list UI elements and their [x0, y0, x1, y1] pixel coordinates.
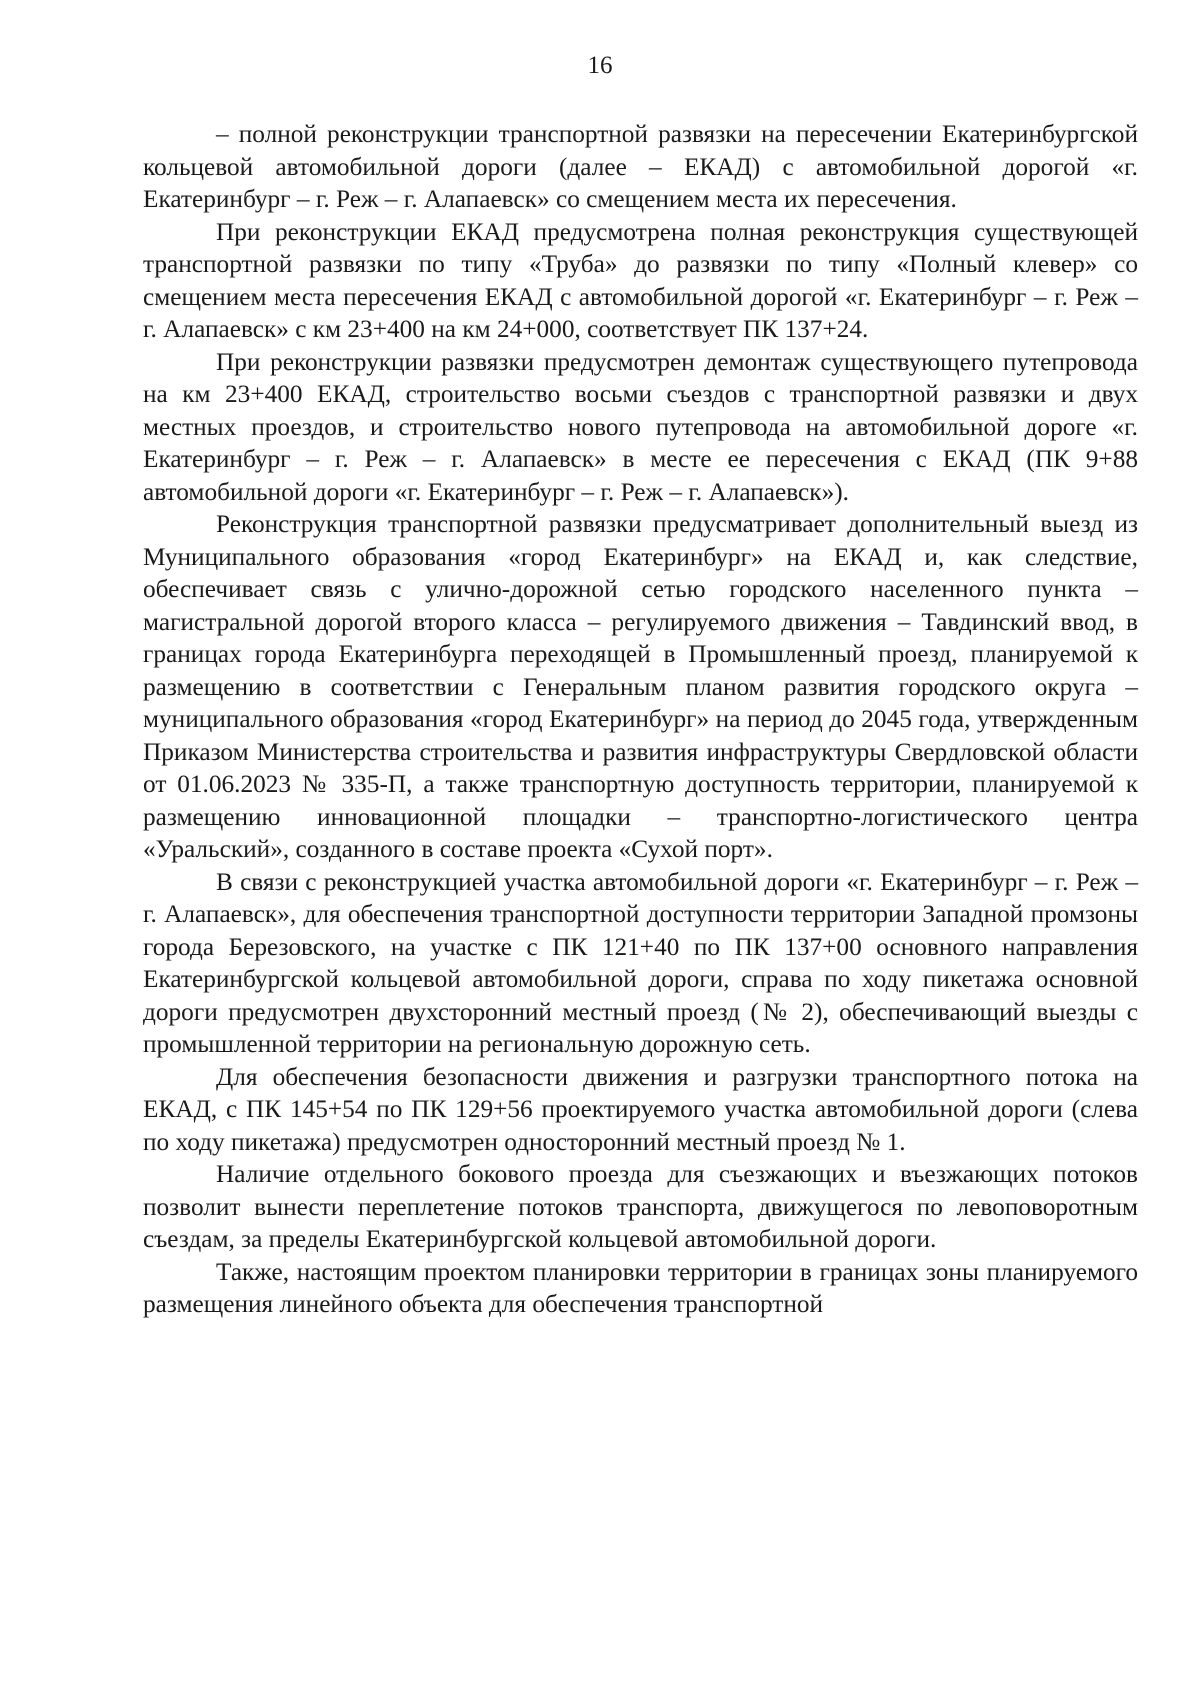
paragraph: – полной реконструкции транспортной развязки на пересечении Екатеринбургской кольцевой автомобильной дороги (далее – ЕКАД) с автомобильной дорогой «г. Екатеринбург – г. Реж – г. Алапаевск» со смещением места их пересечения.	[143, 120, 1138, 213]
paragraph: Также, настоящим проектом планировки территории в границах зоны планируемого размещения линейного объекта для обеспечения транспортной	[143, 1257, 1138, 1318]
paragraph: В связи с реконструкцией участка автомобильной дороги «г. Екатеринбург – г. Реж – г. Алапаевск», для обеспечения транспортной доступности территории Западной промзоны города Березовского, на участке с ПК 121+40 по ПК 137+00 основного направления Екатеринбургской кольцевой автомобильной дороги, справа по ходу пикетажа основной дороги предусмотрен двухсторонний местный проезд (№ 2), обеспечивающий выезды с промышленной территории на региональную дорожную сеть.	[143, 867, 1138, 1058]
paragraph: Наличие отдельного бокового проезда для съезжающих и въезжающих потоков позволит вынести переплетение потоков транспорта, движущегося по левоповоротным съездам, за пределы Екатеринбургской кольцевой автомобильной дороги.	[143, 1160, 1138, 1253]
paragraph: Для обеспечения безопасности движения и разгрузки транспортного потока на ЕКАД, с ПК 145+54 по ПК 129+56 проектируемого участка автомобильной дороги (слева по ходу пикетажа) предусмотрен односторонний местный проезд № 1.	[143, 1062, 1138, 1156]
paragraph: Реконструкция транспортной развязки предусматривает дополнительный выезд из Муниципального образования «город Екатеринбург» на ЕКАД и, как следствие, обеспечивает связь с улично-дорожной сетью городского населенного пункта – магистральной дорогой второго класса – регулируемого движения – Тавдинский ввод, в границах города Екатеринбурга переходящей в Промышленный проезд, планируемой к размещению в соответствии с Генеральным планом развития городского округа – муниципального образования «город Екатеринбург» на период до 2045 года, утвержденным Приказом Министерства строительства и развития инфраструктуры Свердловской области от 01.06.2023 № 335-П, а также транспортную доступность территории, планируемой к размещению инновационной площадки – транспортно-логистического центра «Уральский», созданного в составе проекта «Сухой порт».	[143, 510, 1138, 863]
paragraph: При реконструкции ЕКАД предусмотрена полная реконструкция существующей транспортной развязки по типу «Труба» до развязки по типу «Полный клевер» со смещением места пересечения ЕКАД с автомобильной дорогой «г. Екатеринбург – г. Реж – г. Алапаевск» с км 23+400 на км 24+000, соответствует ПК 137+24.	[143, 217, 1138, 343]
paragraph: При реконструкции развязки предусмотрен демонтаж существующего путепровода на км 23+400 ЕКАД, строительство восьми съездов с транспортной развязки и двух местных проездов, и строительство нового путепровода на автомобильной дороге «г. Екатеринбург – г. Реж – г. Алапаевск» в месте ее пересечения с ЕКАД (ПК 9+88 автомобильной дороги «г. Екатеринбург – г. Реж – г. Алапаевск»).	[143, 347, 1138, 506]
page-number: 16	[587, 52, 613, 79]
document-body	[143, 118, 1138, 1321]
